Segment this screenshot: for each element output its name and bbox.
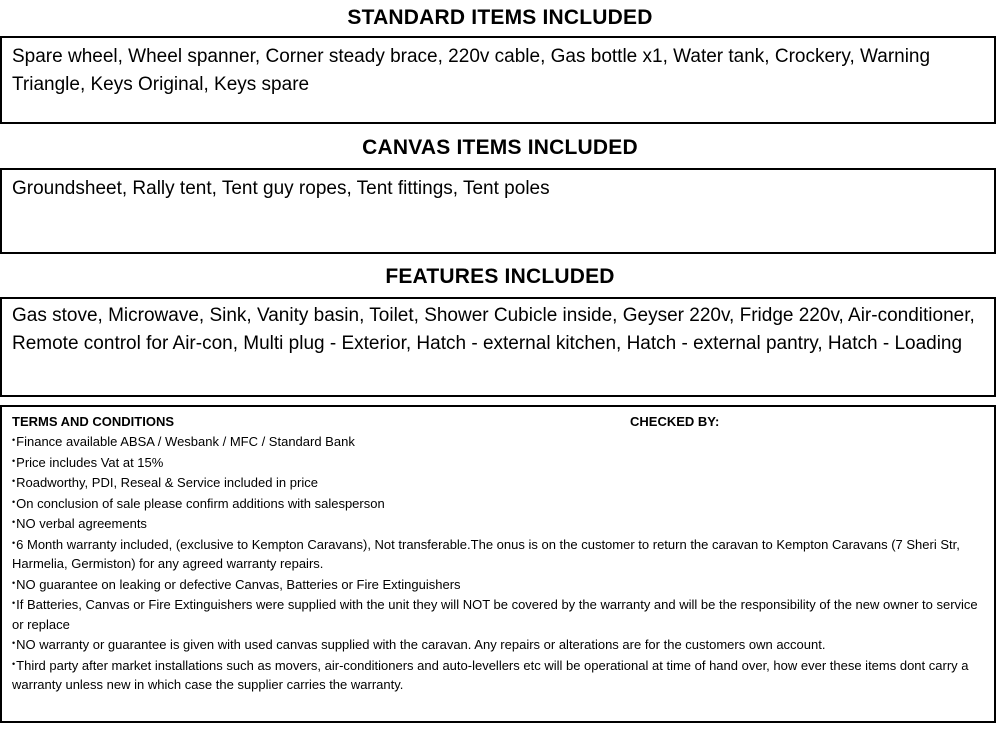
terms-item: •Price includes Vat at 15% (12, 454, 164, 470)
terms-title: TERMS AND CONDITIONS (12, 414, 175, 429)
terms-list (12, 431, 982, 695)
canvas-items-text: Groundsheet, Rally tent, Tent guy ropes, Tent fittings, Tent poles (12, 178, 550, 199)
terms-item: •Third party after market installations such as movers, air-conditioners and auto-levellers etc will be operational at time of hand over, how ever these items dont carry a warranty unless new in which case the supplier carries the warranty. (12, 657, 969, 692)
standard-items-text: Spare wheel, Wheel spanner, Corner steady brace, 220v cable, Gas bottle x1, Water tank, Crockery, Warning Triangle, Keys Original, Keys spare (12, 46, 931, 95)
standard-items-box (0, 36, 996, 124)
bullet-icon: • (12, 658, 16, 669)
terms-item: •6 Month warranty included, (exclusive to Kempton Caravans), Not transferable.The onus is on the customer to return the caravan to Kempton Caravans (7 Sheri Str, Harmelia, Germiston) for any agreed warranty repairs. (12, 536, 960, 571)
terms-item: •If Batteries, Canvas or Fire Extinguishers were supplied with the unit they will NOT be covered by the warranty and will be the responsibility of the new owner to service or replace (12, 597, 978, 632)
features-heading: FEATURES INCLUDED (385, 265, 615, 288)
terms-item: •Finance available ABSA / Wesbank / MFC / Standard Bank (12, 434, 355, 449)
terms-item: •NO warranty or guarantee is given with used canvas supplied with the caravan. Any repairs or alterations are for the customers own account. (12, 637, 826, 652)
bullet-icon: • (12, 435, 16, 445)
checked-by-label: CHECKED BY: (630, 414, 720, 429)
bullet-icon: • (12, 598, 16, 608)
bullet-icon: • (12, 517, 16, 527)
canvas-items-heading: CANVAS ITEMS INCLUDED (362, 136, 638, 159)
terms-item: •On conclusion of sale please confirm additions with salesperson (12, 495, 385, 511)
bullet-icon: • (12, 638, 16, 648)
features-box (0, 297, 996, 397)
terms-box (0, 405, 996, 723)
terms-item: •NO guarantee on leaking or defective Canvas, Batteries or Fire Extinguishers (12, 576, 461, 592)
canvas-items-box (0, 168, 996, 254)
bullet-icon: • (12, 455, 16, 466)
features-text: Gas stove, Microwave, Sink, Vanity basin, Toilet, Shower Cubicle inside, Geyser 220v, Fridge 220v, Air-conditioner, Remote control for Air-con, Multi plug - Exterior, Hatch - external kitchen, Hatch - external pantry, Hatch - Loading (12, 305, 975, 354)
terms-item: •Roadworthy, PDI, Reseal & Service included in price (12, 475, 318, 490)
bullet-icon: • (12, 496, 16, 507)
bullet-icon: • (12, 476, 16, 486)
bullet-icon: • (12, 577, 16, 588)
terms-item: •NO verbal agreements (12, 516, 147, 531)
terms-header (12, 413, 982, 431)
standard-items-heading: STANDARD ITEMS INCLUDED (347, 6, 653, 29)
bullet-icon: • (12, 537, 16, 548)
